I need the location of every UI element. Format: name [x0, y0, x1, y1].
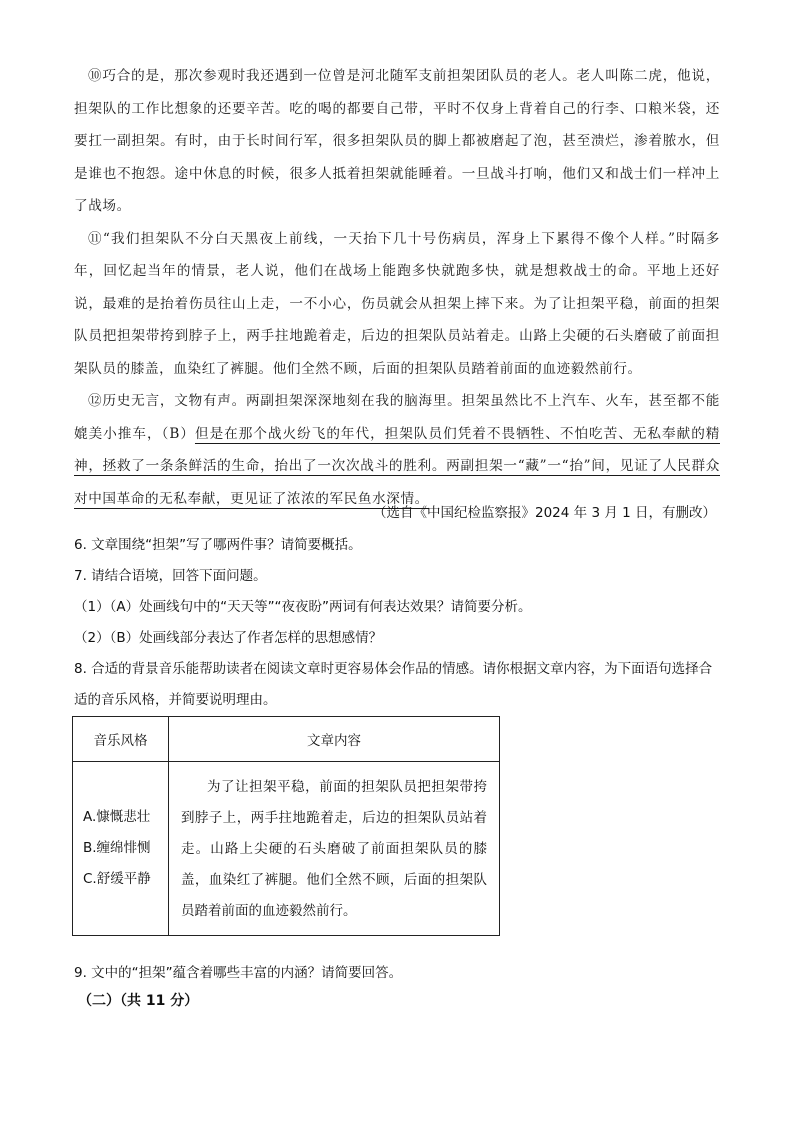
paragraph-12-lead: ⑫历史无言，文物有声。两副担架深深地刻在我的脑海里。担架虽然比不上汽车、火车，甚至都不能媲美小推车，（B） [74, 393, 720, 442]
question-7-2: （2）（B）处画线部分表达了作者怎样的思想感情？ [74, 630, 383, 646]
section-title: （二）（共 11 分） [78, 993, 199, 1009]
passage-excerpt: 为了让担架平稳，前面的担架队员把担架带挎到脖子上，两手拄地跪着走，后边的担架队员站着走。山路上尖硬的石头磨破了前面担架队员的膝盖，血染红了裤腿。他们全然不顾，后面的担架队员踏着前面的血迹毅然前行。 [181, 779, 487, 919]
question-9: 9. 文中的“担架”蕴含着哪些丰富的内涵？请简要回答。 [74, 965, 403, 981]
paragraph-11-text: ⑪“我们担架队不分白天黑夜上前线，一天抬下几十号伤病员，浑身上下累得不像个人样。”时隔多年，回忆起当年的情景，老人说，他们在战场上能跑多快就跑多快，就是想救战士的命。平地上还好说，最难的是抬着伤员往山上走，一不小心，伤员就会从担架上摔下来。为了让担架平稳，前面的担架队员把担架带挎到脖子上，两手拄地跪着走，后边的担架队员站着走。山路上尖硬的石头磨破了前面担架队员的膝盖，血染红了裤腿。他们全然不顾，后面的担架队员踏着前面的血迹毅然前行。 [74, 230, 720, 377]
table-header-row [73, 717, 500, 762]
question-9-block [74, 958, 720, 989]
paragraph-10: ⑩巧合的是，那次参观时我还遇到一位曾是河北随军支前担架团队员的老人。老人叫陈二虎，他说，担架队的工作比想象的还要辛苦。吃的喝的都要自己带，平时不仅身上背着自己的行李、口粮米袋，还要扛一副担架。有时，由于长时间行军，很多担架队员的脚上都被磨起了泡，甚至溃烂，渗着脓水，但是谁也不抱怨。途中休息的时候，很多人抵着担架就能睡着。一旦战斗打响，他们又和战士们一样冲上了战场。 [74, 68, 720, 214]
option-a: A.慷慨悲壮 [83, 809, 151, 825]
underlined-sentence-b: 但是在那个战火纷飞的年代，担架队员们凭着不畏牺牲、不怕吃苦、无私奉献的精神，拯救了一条条鲜活的生命，抬出了一次次战斗的胜利。两副担架一“藏”一“抬”间，见证了人民群众对中国革命的无私奉献，更见证了浓浓的军民鱼水深情。 [74, 425, 720, 507]
header-passage-content: 文章内容 [169, 717, 500, 762]
table-row [73, 762, 500, 936]
music-style-options [73, 762, 169, 936]
reading-passage [74, 60, 720, 515]
passage-excerpt-cell [169, 762, 500, 936]
header-music-style: 音乐风格 [73, 717, 169, 762]
passage-source: （选自《中国纪检监察报》2024 年 3 月 1 日，有删改） [373, 505, 716, 521]
question-block [74, 530, 720, 716]
paragraph-11 [74, 223, 720, 386]
question-6: 6. 文章围绕“担架”写了哪两件事？请简要概括。 [74, 537, 362, 553]
paragraph-12 [74, 385, 720, 515]
question-7-1: （1）（A）处画线句中的“天天等”“夜夜盼”两词有何表达效果？请简要分析。 [74, 599, 532, 615]
music-style-table [72, 716, 500, 936]
question-8: 8. 合适的背景音乐能帮助读者在阅读文章时更容易体会作品的情感。请你根据文章内容，为下面语句选择合适的音乐风格，并简要说明理由。 [74, 661, 713, 708]
option-b: B.缠绵悱恻 [83, 840, 151, 856]
question-7: 7. 请结合语境，回答下面问题。 [74, 568, 267, 584]
option-c: C.舒缓平静 [83, 871, 151, 887]
